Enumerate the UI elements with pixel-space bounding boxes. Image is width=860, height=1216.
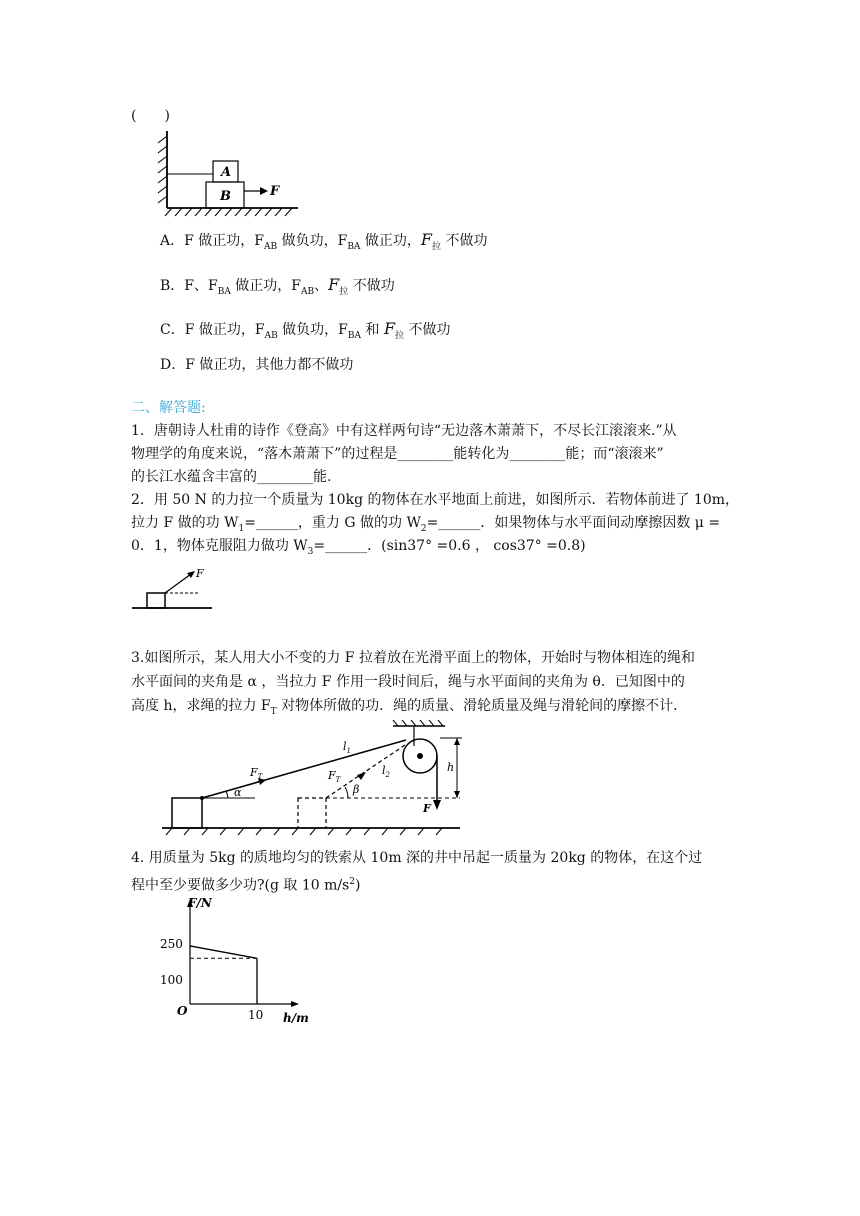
option-b[interactable]: B．F、$F_{BA}$ 做正功，$F_{AB}$、$F_拉$ 不做功: [160, 275, 395, 297]
q2-line1: 2．用 50 N 的力拉一个质量为 10kg 的物体在水平地面上前进，如图所示．若物体前进了 10m，: [131, 492, 740, 508]
option-c[interactable]: C．F 做正功，$F_{AB}$ 做负功，$F_{BA}$ 和 $F_拉$ 不做功: [160, 319, 451, 341]
origin-label: O: [177, 1004, 188, 1018]
svg-text:l2: $l_2$: [382, 764, 390, 779]
q3-line1: 3.如图所示，某人用大小不变的力 F 拉着放在光滑平面上的物体，开始时与物体相连的绳和: [131, 650, 695, 666]
q4-line1: 4. 用质量为 5kg 的质地均匀的铁索从 10m 深的井中吊起一质量为 20kg 的物体，在这个过: [131, 850, 703, 866]
q2-line3: 0．1，物体克服阻力做功 $W_3=\_\_\_\_\_\_$．(sin37° =0.6 ， cos37° =0.8): [131, 538, 586, 557]
q3-pulley-figure: [160, 716, 470, 836]
svg-text:F: F: [423, 802, 431, 815]
svg-text:α: α: [234, 786, 242, 799]
q1-line1: 1．唐朝诗人杜甫的诗作《登高》中有这样两句诗“无边落木萧萧下，不尽长江滚滚来.”从: [131, 423, 677, 439]
svg-text:FT: $F_T$: [250, 766, 263, 781]
svg-text:h: h: [447, 761, 455, 774]
label-b: B: [220, 189, 231, 204]
label-f: F: [270, 184, 280, 199]
option-a[interactable]: A．F 做正功，$F_{AB}$ 做负功，$F_{BA}$ 做正功，$F_拉$ 不做功: [160, 230, 488, 252]
x-axis-label: h/m: [283, 1011, 309, 1025]
section-title: 二、解答题:: [131, 400, 206, 416]
force-height-graph: [150, 895, 320, 1025]
q1-line2: 物理学的角度来说，“落木萧萧下”的过程是________能转化为________能；而“滚滚来”: [131, 446, 664, 462]
svg-text:FT: $F_T$: [328, 769, 341, 784]
y-axis-label: F/N: [188, 896, 212, 910]
q3-line2: 水平面间的夹角是 α ，当拉力 F 作用一段时间后，绳与水平面间的夹角为 θ．已知图中的: [131, 674, 685, 690]
answer-paren: ( ): [131, 108, 170, 124]
svg-text:F: F: [196, 567, 204, 580]
x-tick-10: 10: [248, 1008, 264, 1022]
y-tick-250: 250: [160, 937, 183, 951]
svg-text:l1: $l_1$: [343, 740, 351, 755]
q3-line3: 高度 h，求绳的拉力 $F_T$ 对物体所做的功．绳的质量、滑轮质量及绳与滑轮间的摩擦不计．: [131, 698, 688, 717]
y-tick-100: 100: [160, 973, 183, 987]
q2-line2: 拉力 F 做的功 $W_1=\_\_\_\_\_\_$，重力 G 做的功 $W_2=\_\_\_\_\_\_$．如果物体与水平面间动摩擦因数 μ =: [131, 515, 721, 534]
label-a: A: [221, 165, 232, 180]
blocks-figure: [150, 128, 300, 218]
q4-line2: 程中至少要做多少功?(g 取 10 $m/s^2$): [131, 877, 361, 894]
svg-text:β: β: [353, 783, 360, 796]
q1-line3: 的长江水蕴含丰富的________能.: [131, 469, 332, 485]
q2-figure: [130, 562, 215, 614]
force-line: [190, 946, 257, 958]
option-d[interactable]: D．F 做正功，其他力都不做功: [160, 357, 354, 373]
